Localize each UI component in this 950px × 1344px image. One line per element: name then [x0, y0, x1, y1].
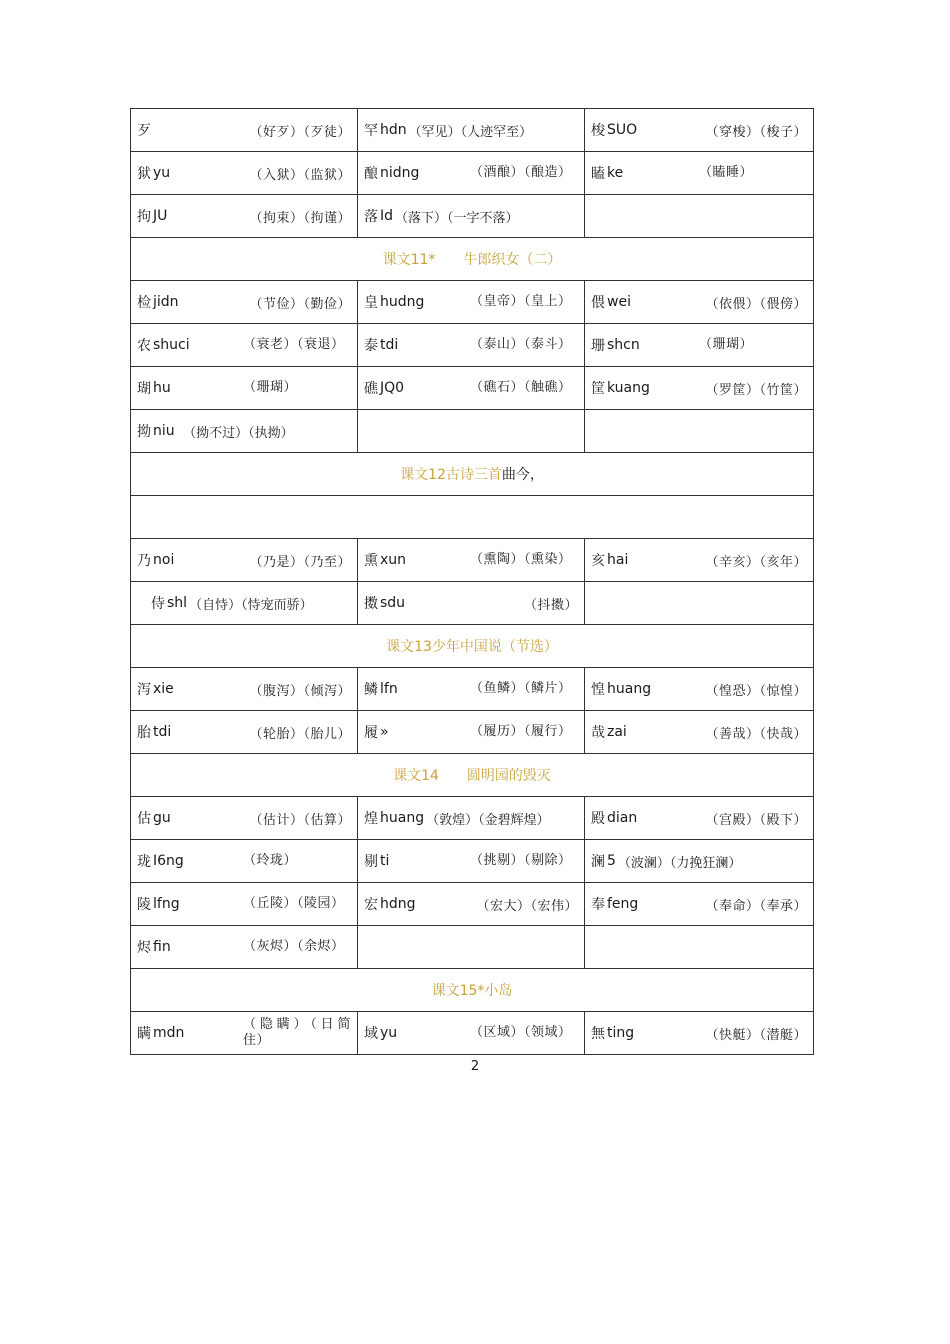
vocab-pinyin: hudng	[380, 294, 425, 310]
lesson-header-row	[131, 238, 814, 281]
vocab-example-words: （衰老）（衰退）	[243, 337, 345, 352]
vocab-example-words: （泰山）（泰斗）	[470, 337, 572, 352]
lesson-header-row	[131, 969, 814, 1012]
vocab-pinyin: huang	[607, 681, 652, 697]
vocab-cell	[131, 410, 358, 453]
vocab-character: 煌	[364, 811, 378, 827]
empty-cell	[585, 195, 814, 238]
empty-cell	[585, 926, 814, 969]
vocab-character: 乃	[137, 553, 151, 569]
vocab-pinyin: I6ng	[153, 853, 184, 869]
vocab-character: 哉	[591, 725, 605, 741]
vocab-character: 澜	[591, 854, 605, 870]
vocab-entry	[137, 840, 351, 882]
vocab-character: 鳞	[364, 682, 378, 698]
vocab-cell	[131, 582, 358, 625]
vocab-example-words: （快艇）（潜艇）	[705, 1027, 807, 1043]
lesson-title	[131, 453, 814, 496]
vocab-pinyin: »	[380, 724, 389, 740]
vocab-pinyin: nidng	[380, 165, 420, 181]
vocab-pinyin: dian	[607, 810, 638, 826]
vocab-entry	[591, 711, 807, 753]
vocab-example-words: （善哉）（快哉）	[705, 726, 807, 742]
vocabulary-table	[130, 108, 814, 1055]
vocab-pinyin: kuang	[607, 380, 650, 396]
vocab-character: 罕	[364, 123, 378, 139]
vocab-cell	[358, 281, 585, 324]
vocab-cell	[358, 1012, 585, 1055]
empty-cell	[585, 410, 814, 453]
vocab-entry	[137, 539, 351, 581]
vocab-entry	[364, 367, 578, 409]
vocab-pinyin: ti	[380, 853, 390, 869]
vocab-row	[131, 281, 814, 324]
empty-cell	[585, 582, 814, 625]
vocab-pinyin: JU	[153, 208, 168, 224]
lesson-header-row	[131, 453, 814, 496]
vocab-entry	[591, 324, 807, 366]
vocab-cell	[358, 152, 585, 195]
vocab-pinyin: lfn	[380, 681, 398, 697]
vocab-cell	[358, 195, 585, 238]
vocab-example-words: （玲珑）	[243, 853, 298, 868]
vocab-character: 狱	[137, 166, 151, 182]
vocab-character: 筐	[591, 381, 605, 397]
vocab-row	[131, 410, 814, 453]
vocab-pinyin: JQ0	[380, 380, 405, 396]
vocab-cell	[358, 367, 585, 410]
vocab-cell	[358, 539, 585, 582]
vocab-entry	[137, 152, 351, 194]
vocab-entry	[364, 582, 578, 624]
vocab-pinyin: ke	[607, 165, 624, 181]
vocab-example-words: （估计）（估算）	[249, 812, 351, 828]
vocab-pinyin: SUO	[607, 122, 638, 138]
vocab-entry	[364, 539, 578, 581]
page-number: 2	[470, 1059, 480, 1074]
lesson-title	[131, 238, 814, 281]
vocab-cell	[585, 797, 814, 840]
vocab-example-words: （瞌睡）	[699, 165, 754, 180]
vocab-character: 奉	[591, 897, 605, 913]
empty-cell	[358, 410, 585, 453]
lesson-title	[131, 969, 814, 1012]
vocab-entry	[137, 797, 351, 839]
vocab-cell	[131, 797, 358, 840]
lesson-title-text: 课文14 圆明园的毁灭	[393, 768, 551, 784]
vocab-example-words: （罕见）（人迹罕至）	[408, 124, 533, 140]
vocab-pinyin: xie	[153, 681, 174, 697]
vocab-pinyin: yu	[380, 1025, 398, 1041]
vocab-example-words: （区域）（领域）	[470, 1025, 572, 1040]
vocab-pinyin: huang	[380, 810, 425, 826]
empty-cell	[358, 926, 585, 969]
vocab-entry	[364, 195, 578, 237]
vocab-pinyin: hu	[153, 380, 171, 396]
vocab-row	[131, 1012, 814, 1055]
lesson-title-text: 课文12古诗三首	[400, 467, 502, 483]
vocab-entry	[591, 281, 807, 323]
vocab-character: 拘	[137, 209, 151, 225]
vocab-row	[131, 367, 814, 410]
vocab-example-words: （节俭）（勤俭）	[249, 296, 351, 312]
vocab-example-words: （腹泻）（倾泻）	[249, 683, 351, 699]
vocab-pinyin: hai	[607, 552, 629, 568]
vocab-example-words: （罗筐）（竹筐）	[705, 382, 807, 398]
vocab-character: 惶	[591, 682, 605, 698]
lesson-title-text: 课文15*小岛	[431, 983, 513, 999]
vocab-pinyin: mdn	[153, 1025, 185, 1041]
lesson-title-tail: 曲今，	[501, 467, 544, 483]
vocab-cell	[585, 324, 814, 367]
vocab-example-words: （入狱）（监狱）	[249, 167, 351, 183]
vocab-pinyin: Id	[380, 208, 394, 224]
vocab-cell	[131, 195, 358, 238]
lesson-header-row	[131, 625, 814, 668]
vocab-entry	[364, 1012, 578, 1054]
vocab-pinyin: lfng	[153, 896, 180, 912]
vocab-row	[131, 797, 814, 840]
vocab-example-words: （奉命）（奉承）	[705, 898, 807, 914]
vocab-character: 落	[364, 209, 378, 225]
vocab-cell	[585, 152, 814, 195]
vocab-example-words: （宫殿）（殿下）	[705, 812, 807, 828]
vocab-cell	[131, 281, 358, 324]
vocab-entry	[591, 1012, 807, 1054]
vocab-character: 侍	[151, 596, 165, 612]
vocab-character: 宏	[364, 897, 378, 913]
vocab-cell	[585, 840, 814, 883]
vocab-character: 偎	[591, 295, 605, 311]
vocab-example-words: （落下）（一字不落）	[395, 210, 519, 226]
vocab-character: 歹	[137, 123, 151, 139]
vocab-entry	[137, 367, 351, 409]
vocab-cell	[585, 367, 814, 410]
vocab-cell	[131, 1012, 358, 1055]
vocab-example-words: （穿梭）（梭子）	[705, 124, 807, 140]
vocab-character: 殿	[591, 811, 605, 827]
vocab-cell	[131, 324, 358, 367]
vocab-row	[131, 668, 814, 711]
vocab-entry	[137, 926, 351, 968]
vocab-character: 熏	[364, 553, 378, 569]
vocab-pinyin: jidn	[153, 294, 179, 310]
vocab-cell	[131, 840, 358, 883]
vocab-example-words: （酒酿）（酿造）	[470, 165, 572, 180]
vocab-character: 瞒	[137, 1026, 151, 1042]
vocab-entry	[137, 582, 351, 624]
vocab-entry	[591, 840, 807, 882]
vocab-example-words: （挑剔）（剔除）	[470, 853, 572, 868]
vocab-row	[131, 883, 814, 926]
vocab-pinyin: gu	[153, 810, 171, 826]
vocab-cell	[358, 668, 585, 711]
lesson-header-row	[131, 754, 814, 797]
vocab-character: 检	[137, 295, 151, 311]
vocab-pinyin: shuci	[153, 337, 190, 353]
vocab-entry	[364, 281, 578, 323]
vocab-cell	[358, 109, 585, 152]
lesson-title	[131, 754, 814, 797]
vocab-character: 亥	[591, 553, 605, 569]
blank-row	[131, 496, 814, 539]
vocab-character: 擞	[364, 596, 378, 612]
vocab-example-words: （乃是）（乃至）	[249, 554, 351, 570]
vocab-entry	[591, 367, 807, 409]
vocab-entry	[364, 109, 578, 151]
vocab-pinyin: shl	[167, 595, 188, 611]
vocab-entry	[591, 152, 807, 194]
vocabulary-table-body	[131, 109, 814, 1055]
vocab-row	[131, 324, 814, 367]
vocab-character: 瑚	[137, 381, 151, 397]
vocab-entry	[137, 195, 351, 237]
vocab-cell	[131, 926, 358, 969]
vocab-pinyin: ting	[607, 1025, 635, 1041]
vocab-character: 梭	[591, 123, 605, 139]
vocab-example-words: （宏大）（宏伟）	[476, 898, 578, 914]
vocab-character: 烬	[137, 940, 151, 956]
vocab-entry	[591, 539, 807, 581]
vocab-example-words: （轮胎）（胎儿）	[249, 726, 351, 742]
vocab-cell	[131, 883, 358, 926]
vocab-row	[131, 840, 814, 883]
vocab-cell	[585, 109, 814, 152]
vocab-cell	[131, 539, 358, 582]
vocab-entry	[137, 324, 351, 366]
vocab-example-words: （珊瑚）	[699, 337, 754, 352]
vocab-row	[131, 152, 814, 195]
vocab-example-words: （履历）（履行）	[470, 724, 572, 739]
vocab-pinyin: feng	[607, 896, 639, 912]
vocab-entry	[591, 883, 807, 925]
vocab-entry	[137, 668, 351, 710]
vocab-example-words: （皇帝）（皇上）	[470, 294, 572, 309]
vocab-example-words: （辛亥）（亥年）	[705, 554, 807, 570]
vocab-entry	[364, 711, 578, 753]
vocab-row	[131, 195, 814, 238]
vocab-example-words: （拘束）（拘谨）	[249, 210, 351, 226]
vocab-cell	[585, 711, 814, 754]
vocab-entry	[137, 883, 351, 925]
vocab-entry	[364, 840, 578, 882]
vocab-cell	[358, 883, 585, 926]
vocab-cell	[585, 668, 814, 711]
vocab-pinyin: xun	[380, 552, 407, 568]
vocab-entry	[137, 410, 351, 452]
vocab-character: 泻	[137, 682, 151, 698]
vocab-example-words: （丘陵）（陵园）	[243, 896, 345, 911]
vocab-entry	[364, 668, 578, 710]
vocab-cell	[131, 367, 358, 410]
vocab-cell	[585, 883, 814, 926]
vocab-character: 無	[591, 1026, 605, 1042]
vocab-example-words: （抖擞）	[523, 597, 578, 613]
vocab-row	[131, 926, 814, 969]
vocab-cell	[358, 324, 585, 367]
vocab-cell	[358, 797, 585, 840]
vocab-row	[131, 539, 814, 582]
vocab-pinyin: tdi	[153, 724, 172, 740]
vocab-character: 陵	[137, 897, 151, 913]
vocab-character: 礁	[364, 381, 378, 397]
vocab-character: 皇	[364, 295, 378, 311]
vocab-example-words: （珊瑚）	[243, 380, 298, 395]
vocab-pinyin: hdn	[380, 122, 407, 138]
vocab-pinyin: noi	[153, 552, 175, 568]
vocab-entry	[137, 109, 351, 151]
vocab-entry	[137, 281, 351, 323]
vocab-entry	[364, 324, 578, 366]
vocab-pinyin: tdi	[380, 337, 399, 353]
vocab-entry	[591, 668, 807, 710]
vocab-pinyin: sdu	[380, 595, 406, 611]
vocab-pinyin: shcn	[607, 337, 640, 353]
vocab-entry	[591, 109, 807, 151]
lesson-title-text: 课文11* 牛郎织女（二）	[382, 252, 562, 268]
lesson-title	[131, 625, 814, 668]
vocab-entry	[364, 152, 578, 194]
vocab-entry	[591, 797, 807, 839]
vocab-character: 域	[364, 1026, 378, 1042]
blank-cell	[131, 496, 814, 539]
vocab-example-words: （隐瞒）（日简住）	[243, 1017, 351, 1048]
vocab-example-words: （好歹）（歹徒）	[249, 124, 351, 140]
vocab-example-words: （灰烬）（余烬）	[243, 939, 345, 954]
vocab-example-words: （熏陶）（熏染）	[470, 552, 572, 567]
vocab-cell	[358, 840, 585, 883]
vocab-cell	[131, 109, 358, 152]
vocab-pinyin: niu	[153, 423, 175, 439]
vocab-cell	[585, 281, 814, 324]
vocab-cell	[131, 668, 358, 711]
vocab-character: 农	[137, 338, 151, 354]
vocab-row	[131, 582, 814, 625]
vocab-pinyin: hdng	[380, 896, 416, 912]
vocab-character: 珑	[137, 854, 151, 870]
vocab-row	[131, 711, 814, 754]
vocab-pinyin: fin	[153, 939, 171, 955]
vocab-character: 珊	[591, 338, 605, 354]
vocab-example-words: （敦煌）（金碧辉煌）	[426, 812, 550, 828]
vocab-cell	[358, 711, 585, 754]
vocab-character: 拗	[137, 424, 151, 440]
vocab-cell	[585, 1012, 814, 1055]
vocab-entry	[364, 883, 578, 925]
vocab-cell	[585, 539, 814, 582]
vocab-pinyin: 5	[607, 853, 616, 869]
vocab-character: 履	[364, 725, 378, 741]
vocab-example-words: （惶恐）（惊惶）	[705, 683, 807, 699]
vocab-row	[131, 109, 814, 152]
vocab-pinyin: zai	[607, 724, 627, 740]
vocab-entry	[137, 1012, 351, 1054]
vocab-character: 瞌	[591, 166, 605, 182]
vocab-character: 剔	[364, 854, 378, 870]
vocab-character: 估	[137, 811, 151, 827]
vocab-example-words: （波澜）（力挽狂澜）	[617, 855, 742, 871]
vocab-pinyin: wei	[607, 294, 631, 310]
vocab-entry	[364, 797, 578, 839]
lesson-title-text: 课文13少年中国说（节选）	[386, 639, 558, 655]
vocab-character: 酿	[364, 166, 378, 182]
vocab-cell	[131, 152, 358, 195]
vocab-entry	[137, 711, 351, 753]
vocab-example-words: （拗不过）（执拗）	[176, 425, 294, 441]
vocab-example-words: （礁石）（触礁）	[470, 380, 572, 395]
vocab-example-words: （自恃）（恃宠而骄）	[189, 597, 313, 613]
vocab-character: 泰	[364, 338, 378, 354]
vocab-cell	[358, 582, 585, 625]
vocab-pinyin: yu	[153, 165, 171, 181]
vocab-cell	[131, 711, 358, 754]
vocab-example-words: （鱼鳞）（鳞片）	[470, 681, 572, 696]
vocab-example-words: （依偎）（偎傍）	[705, 296, 807, 312]
vocab-character: 胎	[137, 725, 151, 741]
